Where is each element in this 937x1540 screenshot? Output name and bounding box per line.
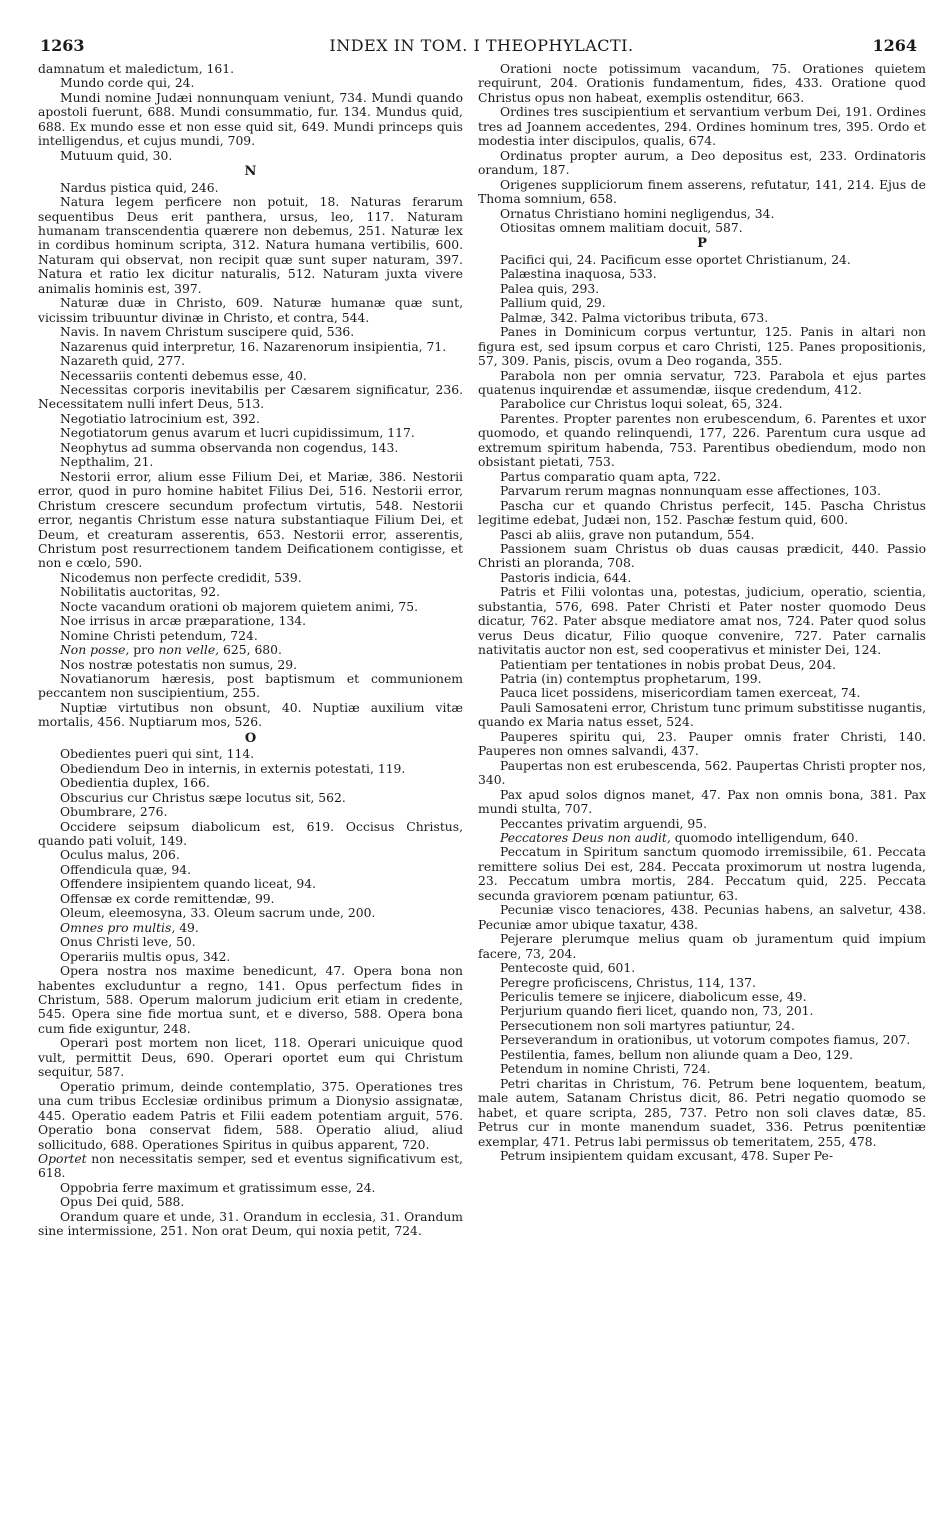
index-entry: Peccantes privatim arguendi, 95. (500, 816, 708, 831)
running-header (40, 36, 923, 58)
index-entry: Pasci ab aliis, grave non putandum, 554. (500, 527, 755, 542)
index-entry: Nardus pistica quid, 246. (60, 180, 219, 195)
index-entry: Obscurius cur Christus sæpe locutus sit, 562. (60, 790, 346, 805)
index-entry: Offendicula quæ, 94. (60, 862, 192, 877)
index-entry: Navis. In navem Christum suscipere quid, 536. (60, 325, 355, 340)
index-entry: Nuptiæ virtutibus non obsunt, 40. Nuptiæ auxilium vitæ mortalis, 456. Nuptiarum mos, 526. (38, 700, 463, 730)
left-column (38, 62, 463, 1239)
index-entry: Oleum, eleemosyna, 33. Oleum sacrum unde, 200. (60, 906, 376, 921)
section-letter-o: O (244, 730, 257, 746)
index-entry: Obumbrare, 276. (60, 805, 168, 820)
index-entry: Operariis multis opus, 342. (60, 949, 231, 964)
index-entry: Pauca licet possidens, misericordiam tamen exerceat, 74. (500, 686, 861, 701)
index-entry: Negotiatio latrocinium est, 392. (60, 411, 260, 426)
index-entry: Oculus malus, 206. (60, 848, 180, 863)
index-entry: Panes in Dominicum corpus vertuntur, 125. Panis in altari non figura est, sed ipsum corpus et caro Christi, 125. Panes propositionis, 57, 309. Panis, piscis, ovum a Deo roganda, 355. (478, 325, 926, 369)
entry-italic: Oportet (38, 1151, 87, 1166)
index-entry: Offendere insipientem quando liceat, 94. (60, 877, 316, 892)
index-entry: Naturæ duæ in Christo, 609. Naturæ humanæ quæ sunt, vicissim tribuuntur divinæ in Christo, et contra, 544. (38, 296, 463, 325)
section-letter-n: N (244, 164, 257, 180)
index-entry: Persecutionem non soli martyres patiuntur, 24. (500, 1018, 795, 1033)
index-entry: Periculis temere se injicere, diabolicum esse, 49. (500, 990, 807, 1004)
entry-text: non necessitatis semper, sed et eventus significativum est, 618. (38, 1151, 463, 1181)
index-entry: Ornatus Christiano homini negligendus, 34. (500, 206, 775, 221)
index-entry: Pauperes spiritu qui, 23. Pauper omnis frater Christi, 140. Pauperes non omnes salvandi, 437. (478, 729, 926, 759)
section-letter-p: P (697, 236, 707, 252)
index-entry: Otiositas omnem malitiam docuit, 587. (500, 220, 743, 235)
index-entry: damnatum et maledictum, 161. (38, 62, 235, 76)
index-entry: Pentecoste quid, 601. (500, 961, 636, 976)
index-entry: Parabola non per omnia servatur, 723. Parabola et ejus partes quatenus inquirendæ et assumendæ, iisque credendum, 412. (478, 368, 926, 397)
entry-italic: non velle, (158, 643, 220, 658)
index-entry: Pallium quid, 29. (500, 296, 606, 311)
index-entry: Petrum insipientem quidam excusant, 478. Super Pe- (500, 1148, 834, 1163)
index-entry: Pestilentia, fames, bellum non aliunde quam a Deo, 129. (500, 1047, 854, 1062)
index-entry: Operari post mortem non licet, 118. Operari unicuique quod vult, permittit Deus, 690. Operari oportet eum qui Christum sequitur, 587. (38, 1036, 463, 1080)
index-entry: Nos nostræ potestatis non sumus, 29. (60, 657, 298, 672)
index-entry: Pascha cur et quando Christus perfecit, 145. Pascha Christus legitime edebat, Judæi non, 152. Paschæ festum quid, 600. (478, 498, 926, 528)
right-column (478, 62, 926, 1163)
index-entry: Origenes suppliciorum finem asserens, refutatur, 141, 214. Ejus de Thoma somnium, 658. (478, 177, 926, 207)
index-entry: Perjurium quando fieri licet, quando non, 73, 201. (500, 1004, 814, 1019)
index-entry: Pecuniæ visco tenaciores, 438. Pecunias habens, an salvetur, 438. Pecuniæ amor ubique taxatur, 438. (478, 903, 926, 932)
index-entry: Peccatum in Spiritum sanctum quomodo irremissibile, 61. Peccata remittere solius Dei est, 284. Peccata proximorum ut nostra lugenda, 23. Peccatum umbra mortis, 284. Peccatum quid, 225. Peccata secunda graviorem pœnam patiuntur, 63. (478, 845, 926, 903)
index-entry: Nestorii error, alium esse Filium Dei, et Mariæ, 386. Nestorii error, quod in puro homine habitet Filius Dei, 516. Nestorii error, Christum crescere secundum profectum virtutis, 548. Nestorii error, negantis Christum esse natura substantiaque Filium Dei, et Deum, et creaturam asserentis, 653. Nestorii error, asserentis, Christum post resurrectionem tandem Deificationem contigisse, et non e cœlo, 590. (38, 469, 463, 571)
index-entry: Noe irrisus in arcæ præparatione, 134. (60, 614, 307, 629)
entry-italic: Peccatores Deus non audit, (500, 831, 671, 846)
index-entry: Necessitas corporis inevitabilis per Cæsarem significatur, 236. Necessitatem nulli infert Deus, 513. (38, 382, 463, 412)
index-entry: Orandum quare et unde, 31. Orandum in ecclesia, 31. Orandum sine intermissione, 251. Non orat Deum, qui noxia petit, 724. (38, 1209, 463, 1239)
index-entry: Pejerare plerumque melius quam ob juramentum quid impium facere, 73, 204. (478, 932, 926, 961)
index-entry (38, 643, 463, 657)
index-entry: Ordinatus propter aurum, a Deo depositus est, 233. Ordinatoris orandum, 187. (478, 148, 926, 178)
page-number-right: 1264 (872, 36, 917, 55)
index-entry: Paupertas non est erubescenda, 562. Paupertas Christi propter nos, 340. (478, 758, 926, 788)
index-entry: Petri charitas in Christum, 76. Petrum bene loquentem, beatum, male autem, Satanam Christus dicit, 86. Petri negatio quomodo se habet, et quare scripta, 285, 737. Petro non soli claves datæ, 85. Petrus cur in monte manendum suadet, 336. Petrus pœnitentiæ exemplar, 471. Petrus labi permissus ob temeritatem, 255, 478. (478, 1076, 926, 1149)
index-entry: Nepthalim, 21. (60, 455, 154, 470)
index-entry: Patientiam per tentationes in nobis probat Deus, 204. (500, 657, 837, 672)
index-entry: Palea quis, 293. (500, 281, 600, 296)
index-entry: Opera nostra nos maxime benedicunt, 47. Opera bona non habentes excluduntur a regno, 141. Opus perfectum fides in Christum, 588. Operum malorum judicium erit etiam in credente, 545. Opera sine fide mortua sunt, et e diverso, 588. Opera bona cum fide exiguntur, 248. (38, 964, 463, 1036)
page-title: INDEX IN TOM. I THEOPHYLACTI. (329, 36, 634, 55)
index-entry: Neophytus ad summa observanda non cogendus, 143. (60, 440, 399, 455)
index-entry: Pastoris indicia, 644. (500, 570, 632, 585)
entry-text: quomodo intelligendum, 640. (670, 831, 859, 846)
index-entry: Palæstina inaquosa, 533. (500, 267, 657, 282)
index-entry: Ordines tres suscipientium et servantium verbum Dei, 191. Ordines tres ad Joannem accedentes, 294. Ordines hominum tres, 395. Ordo et modestia inter discipulos, qualis, 674. (478, 105, 926, 149)
index-entry: Nazarenus quid interpretur, 16. Nazarenorum insipientia, 71. (60, 339, 447, 354)
index-entry: Obedientia duplex, 166. (60, 776, 210, 791)
entry-text: 49. (175, 920, 199, 935)
entry-text: pro (129, 643, 159, 658)
index-entry (38, 921, 463, 935)
index-entry: Mundi nomine Judæi nonnunquam veniunt, 734. Mundi quando apostoli fuerunt, 688. Mundi consummatio, fur. 134. Mundus quid, 688. Ex mundo esse et non esse quid sit, 649. Mundi princeps quis intelligendus, et cujus mundi, 709. (38, 90, 463, 149)
index-entry: Necessariis contenti debemus esse, 40. (60, 368, 307, 383)
index-entry: Nobilitatis auctoritas, 92. (60, 585, 221, 600)
index-entry: Oppobria ferre maximum et gratissimum esse, 24. (60, 1180, 376, 1195)
index-entry: Mundo corde qui, 24. (60, 76, 195, 91)
entry-text: 625, 680. (219, 643, 282, 658)
index-entry: Pacifici qui, 24. Pacificum esse oportet Christianum, 24. (500, 252, 851, 267)
index-entry (478, 831, 926, 845)
index-entry: Novatianorum hæresis, post baptismum et communionem peccantem non suscipientium, 255. (38, 672, 463, 701)
index-entry: Parabolice cur Christus loqui soleat, 65, 324. (500, 397, 783, 412)
index-entry: Perseverandum in orationibus, ut votorum compotes fiamus, 207. (500, 1033, 911, 1048)
index-entry: Pauli Samosateni error, Christum tunc primum substitisse nugantis, quando ex Maria natus esset, 524. (478, 700, 926, 730)
index-entry: Occidere seipsum diabolicum est, 619. Occisus Christus, quando pati voluit, 149. (38, 819, 463, 849)
index-entry: Passionem suam Christus ob duas causas prædicit, 440. Passio Christi an ploranda, 708. (478, 541, 926, 571)
index-entry: Patria (in) contemptus prophetarum, 199. (500, 672, 762, 687)
index-entry: Nazareth quid, 277. (60, 354, 186, 369)
index-entry: Partus comparatio quam apta, 722. (500, 469, 721, 484)
index-entry: Nomine Christi petendum, 724. (60, 628, 258, 643)
index-entry: Nicodemus non perfecte credidit, 539. (60, 570, 302, 585)
index-entry: Patris et Filii volontas una, potestas, judicium, operatio, scientia, substantia, 576, 698. Pater Christi et Pater noster quomodo Deus dicatur, 762. Pater absque mediatore amat nos, 724. Pater quod solus verus Deus dicatur, Filio quoque convenire, 727. Pater carnalis nativitatis auctor non est, sed cooperativus et minister Dei, 124. (478, 585, 926, 658)
index-entry: Operatio primum, deinde contemplatio, 375. Operationes tres una cum tribus Ecclesiæ ordinibus primum a Dionysio assignatæ, 445. Operatio eadem Patris et Filii eadem potentiam arguit, 576. Operatio bona conservat fidem, 588. Operatio aliud, aliud sollicitudo, 688. Operationes Spiritus in quibus apparent, 720. (38, 1079, 463, 1152)
entry-italic: Omnes pro multis, (60, 920, 176, 935)
index-entry: Obediendum Deo in internis, in externis potestati, 119. (60, 761, 406, 776)
index-entry: Negotiatorum genus avarum et lucri cupidissimum, 117. (60, 426, 415, 441)
index-entry: Orationi nocte potissimum vacandum, 75. Orationes quietem requirunt, 204. Orationis fundamentum, fides, 433. Oratione quod Christus opus non habeat, exemplis ostenditur, 663. (478, 62, 926, 105)
index-entry: Parvarum rerum magnas nonnunquam esse affectiones, 103. (500, 484, 881, 499)
index-entry: Parentes. Propter parentes non erubescendum, 6. Parentes et uxor quomodo, et quando relinquendi, 177, 226. Parentum cura usque ad extremum spiritum habenda, 753. Parentibus obediendum, modo non obsistant pietati, 753. (478, 411, 926, 470)
page-number-left: 1263 (40, 36, 85, 55)
index-entry: Opus Dei quid, 588. (60, 1195, 185, 1210)
index-entry: Natura legem perficere non potuit, 18. Naturas ferarum sequentibus Deus erit panthera, ursus, leo, 117. Naturam humanam transcendentia quærere non debemus, 251. Naturæ lex in cordibus hominum scripta, 312. Natura humana vertibilis, 600. Naturam qui observat, non recipit quæ sunt super naturam, 397. Natura et ratio lex dicitur naturalis, 512. Naturam juxta vivere animalis hominis est, 397. (38, 195, 463, 296)
entry-italic: Non posse, (60, 643, 130, 658)
index-entry: Nocte vacandum orationi ob majorem quietem animi, 75. (60, 599, 419, 614)
index-entry: Mutuum quid, 30. (60, 148, 173, 163)
index-entry (38, 1152, 463, 1181)
index-entry: Obedientes pueri qui sint, 114. (60, 747, 255, 762)
index-entry: Petendum in nomine Christi, 724. (500, 1062, 711, 1077)
index-entry: Peregre proficiscens, Christus, 114, 137. (500, 975, 756, 990)
index-entry: Pax apud solos dignos manet, 47. Pax non omnis bona, 381. Pax mundi stulta, 707. (478, 787, 926, 817)
index-entry: Palmæ, 342. Palma victoribus tributa, 673. (500, 310, 769, 325)
index-entry: Onus Christi leve, 50. (60, 935, 196, 950)
index-entry: Offensæ ex corde remittendæ, 99. (60, 891, 275, 906)
